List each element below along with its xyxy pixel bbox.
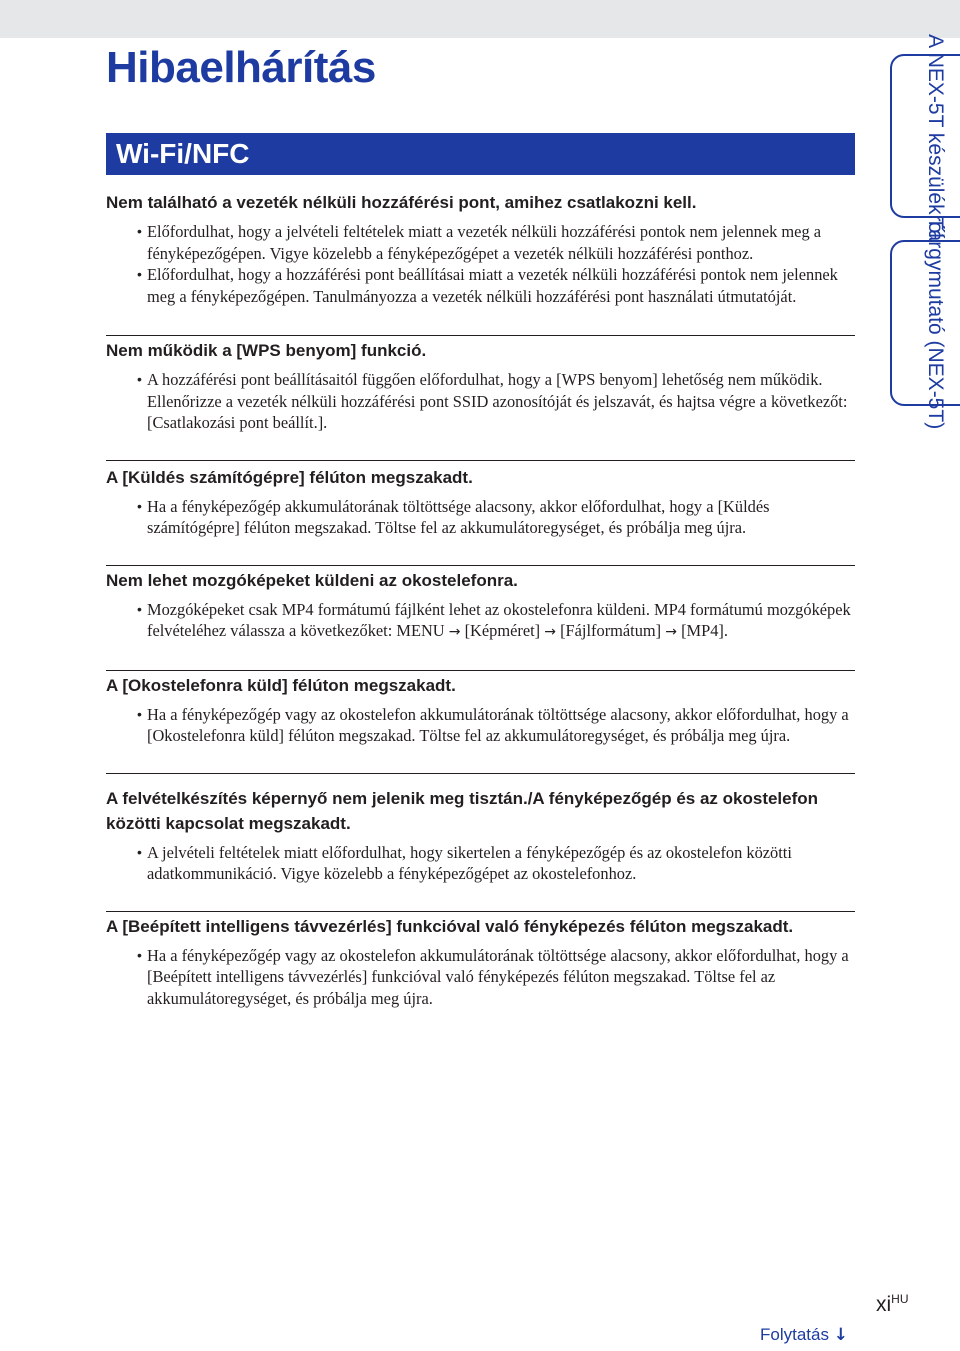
troubleshooting-item [106, 190, 855, 307]
item-heading: Nem található a vezeték nélküli hozzáférési pont, amihez csatlakozni kell. [106, 193, 697, 212]
down-arrow-icon: ↓ [833, 1325, 848, 1345]
troubleshooting-item [106, 460, 855, 539]
continue-link[interactable] [760, 1325, 848, 1345]
right-arrow-icon: → [544, 624, 556, 640]
page-language: HU [891, 1292, 909, 1306]
continue-label: Folytatás [760, 1325, 829, 1344]
right-arrow-icon: → [665, 624, 677, 640]
bullet-list [106, 221, 855, 307]
bullet-text-part: [Fájlformátum] [560, 621, 662, 640]
troubleshooting-item [106, 670, 855, 747]
bullet-item: • A jelvételi feltételek miatt előfordulhat, hogy sikertelen a fényképezőgép és az okostelefon közötti adatkommunikáció. Vigye közelebb a fényképezőgépet az okostelefonhoz. [106, 842, 855, 885]
item-heading: A [Küldés számítógépre] félúton megszakadt. [106, 467, 473, 487]
bullet-list [106, 369, 855, 434]
bullet-item: • Ha a fényképezőgép vagy az okostelefon akkumulátorának töltöttsége alacsony, akkor előfordulhat, hogy a [Okostelefonra küld] félúton megszakad. Töltse fel az akkumulátoregységet, és próbálja meg újra. [106, 704, 855, 747]
tab-index[interactable] [890, 216, 960, 430]
bullet-text-part: [MP4]. [681, 621, 728, 640]
bullet-list [106, 496, 855, 539]
item-heading: Nem működik a [WPS benyom] funkció. [106, 341, 427, 360]
bullet-text-part: Mozgóképeket csak MP4 formátumú fájlként lehet az okostelefonra küldeni. MP4 formátumú mozgóképek felvételéhez válassza a következőket: MENU [147, 599, 851, 640]
bullet-list [106, 704, 855, 747]
item-heading: A felvételkészítés képernyő nem jelenik meg tisztán./A fényképezőgép és az okostelefon közötti kapcsolat megszakadt. [106, 788, 819, 833]
bullet-list [106, 599, 855, 644]
item-heading: Nem lehet mozgóképeket küldeni az okostelefonra. [106, 570, 518, 590]
troubleshooting-item [106, 335, 855, 434]
item-heading: A [Okostelefonra küld] félúton megszakadt. [106, 675, 456, 695]
bullet-item: • Ha a fényképezőgép vagy az okostelefon akkumulátorának töltöttsége alacsony, akkor előfordulhat, hogy a [Beépített intelligens távvezérlés] funkcióval való fényképezés félúton megszakad. Töltse fel az akkumulátoregységet, és próbálja meg újra. [106, 945, 855, 1010]
bullet-text-part: [Képméret] [464, 621, 541, 640]
troubleshooting-item [106, 565, 855, 644]
page-title: Hibaelhárítás [106, 43, 376, 92]
bullet-item: • A hozzáférési pont beállításaitól függően előfordulhat, hogy a [WPS benyom] lehetőség nem működik. Ellenőrizze a vezeték nélküli hozzáférési pont SSID azonosítóját és jelszavát, és hajtsa végre a következőt: [Csatlakozási pont beállít.]. [106, 369, 855, 434]
bullet-item: • Ha a fényképezőgép akkumulátorának töltöttsége alacsony, akkor előfordulhat, hogy a [Küldés számítógépre] félúton megszakad. Töltse fel az akkumulátoregységet, és próbálja meg újra. [106, 496, 855, 539]
item-heading: A [Beépített intelligens távvezérlés] funkcióval való fényképezés félúton megszakadt. [106, 916, 794, 936]
bullet-list [106, 842, 855, 885]
bullet-item: • Előfordulhat, hogy a jelvételi feltételek miatt a vezeték nélküli hozzáférési pontok nem jelennek meg a fényképezőgépen. Vigye közelebb a fényképezőgépet a vezeték nélküli hozzáférési ponthoz. [106, 221, 855, 264]
bullet-item [106, 599, 855, 644]
tab-about-camera[interactable] [890, 34, 960, 238]
top-band [0, 0, 960, 38]
tab-index-label: Tárgymutató (NEX-5T) [924, 216, 947, 430]
right-arrow-icon: → [448, 624, 461, 640]
troubleshooting-list [106, 190, 855, 1009]
bullet-item: • Előfordulhat, hogy a hozzáférési pont beállításai miatt a vezeték nélküli hozzáférési pontok nem jelennek meg a fényképezőgépen. Tanulmányozza a vezeték nélküli hozzáférési pont használati útmutatóját. [106, 264, 855, 307]
page-number: $xi^{HU}$ [876, 1292, 909, 1316]
troubleshooting-item [106, 773, 855, 885]
tab-about-camera-label: A NEX-5T készülékről [924, 34, 947, 238]
bullet-list [106, 945, 855, 1010]
section-header: Wi-Fi/NFC [106, 133, 855, 175]
troubleshooting-item [106, 911, 855, 1010]
